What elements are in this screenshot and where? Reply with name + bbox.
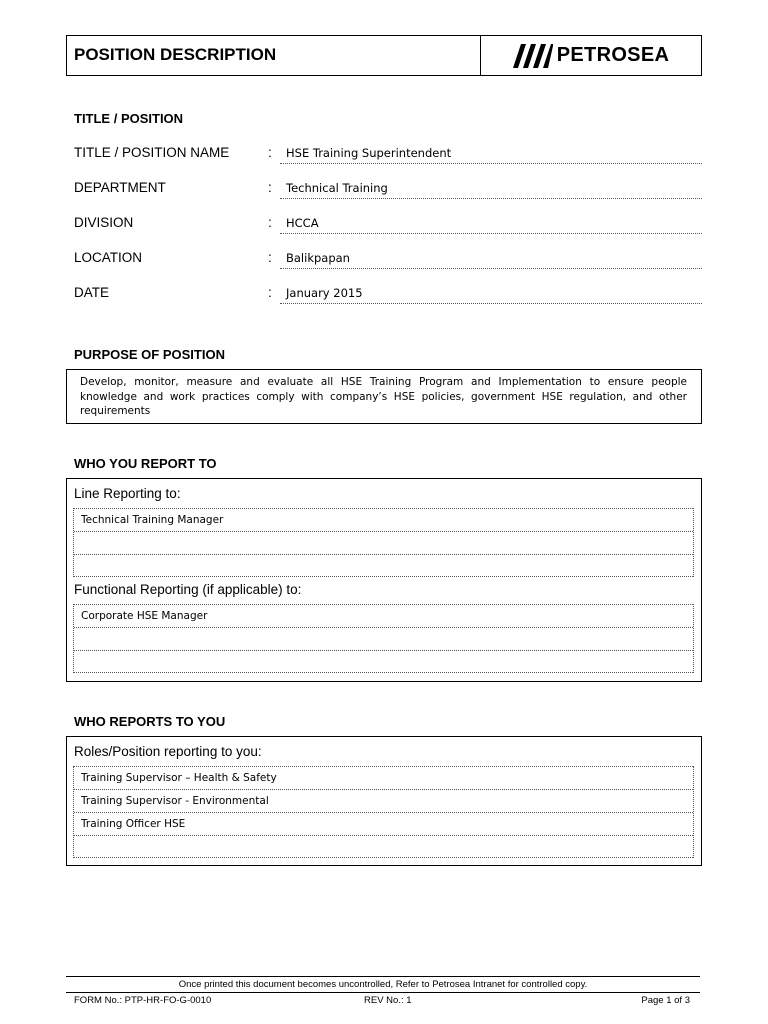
roles-reporting-table	[73, 766, 694, 858]
roles-reporting-label: Roles/Position reporting to you:	[74, 744, 262, 759]
field-colon: :	[268, 180, 272, 195]
report-to-frame	[66, 478, 702, 682]
table-row	[74, 650, 693, 673]
field-division	[74, 215, 702, 237]
section-heading-reports-to-you: WHO REPORTS TO YOU	[74, 714, 226, 729]
field-title-position-name	[74, 145, 702, 167]
table-row	[74, 627, 693, 650]
company-logo	[481, 36, 701, 75]
table-row: Training Supervisor - Environmental	[74, 789, 693, 812]
table-row: Training Officer HSE	[74, 812, 693, 835]
field-date	[74, 285, 702, 307]
table-row: Technical Training Manager	[74, 508, 693, 531]
field-colon: :	[268, 250, 272, 265]
field-value: January 2015	[280, 286, 702, 304]
field-value: HCCA	[280, 216, 702, 234]
footer-revision: REV No.: 1	[364, 995, 412, 1006]
field-value: Balikpapan	[280, 251, 702, 269]
section-heading-title-position: TITLE / POSITION	[74, 111, 184, 126]
field-label: DEPARTMENT	[74, 180, 166, 195]
purpose-text-box: Develop, monitor, measure and evaluate all HSE Training Program and Implementation to ensure people knowledge and work practices comply with company’s HSE policies, government HSE regulation, and other requirements	[66, 369, 702, 424]
table-row	[74, 554, 693, 577]
functional-reporting-table	[73, 604, 694, 673]
table-row: Training Supervisor – Health & Safety	[74, 766, 693, 789]
line-reporting-table	[73, 508, 694, 577]
table-row	[74, 835, 693, 858]
line-reporting-label: Line Reporting to:	[74, 486, 181, 501]
table-row: Corporate HSE Manager	[74, 604, 693, 627]
footer-note: Once printed this document becomes uncontrolled, Refer to Petrosea Intranet for controlled copy.	[178, 979, 588, 990]
field-label: DATE	[74, 285, 110, 300]
field-label: DIVISION	[74, 215, 134, 230]
field-value: Technical Training	[280, 181, 702, 199]
field-location	[74, 250, 702, 272]
logo-stripes-icon	[513, 44, 553, 68]
section-heading-report-to: WHO YOU REPORT TO	[74, 456, 217, 471]
field-value: HSE Training Superintendent	[280, 146, 702, 164]
footer-divider-top	[66, 976, 700, 977]
field-colon: :	[268, 215, 272, 230]
functional-reporting-label: Functional Reporting (if applicable) to:	[74, 582, 302, 597]
field-label: LOCATION	[74, 250, 143, 265]
document-header	[66, 35, 702, 76]
footer-divider-bottom	[66, 992, 700, 993]
field-label: TITLE / POSITION NAME	[74, 145, 230, 160]
field-colon: :	[268, 145, 272, 160]
document-title: POSITION DESCRIPTION	[67, 36, 481, 75]
footer-form-number: FORM No.: PTP-HR-FO-G-0010	[74, 995, 212, 1006]
section-heading-purpose: PURPOSE OF POSITION	[74, 347, 225, 362]
logo-wordmark: PETROSEA	[556, 44, 670, 66]
footer-page-number: Page 1 of 3	[641, 995, 690, 1006]
field-colon: :	[268, 285, 272, 300]
field-department	[74, 180, 702, 202]
table-row	[74, 531, 693, 554]
reports-to-you-frame	[66, 736, 702, 866]
